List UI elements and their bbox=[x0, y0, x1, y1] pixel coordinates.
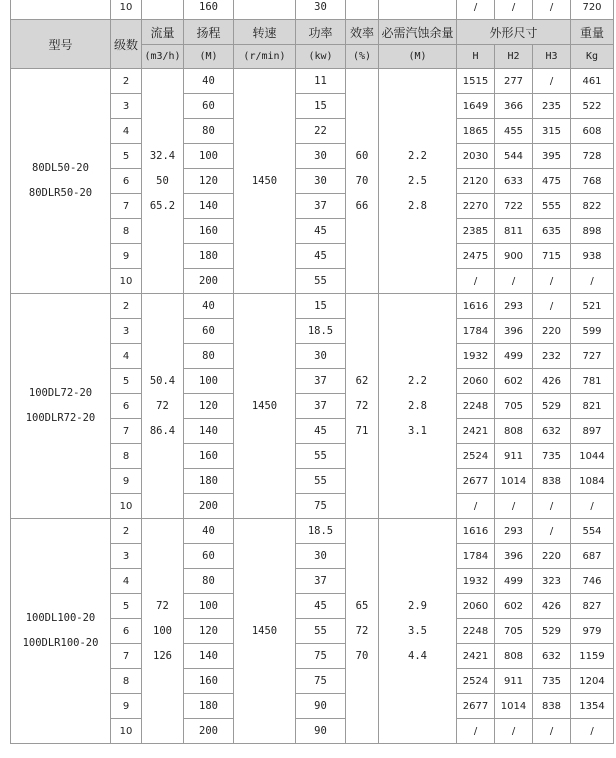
weight-cell: 727 bbox=[571, 344, 614, 369]
head-cell: 80 bbox=[184, 344, 234, 369]
dim-h2-cell: 602 bbox=[495, 369, 533, 394]
head-cell: 120 bbox=[184, 394, 234, 419]
stage-cell: 9 bbox=[111, 244, 142, 269]
dim-h3-cell: 715 bbox=[533, 244, 571, 269]
power-cell: 75 bbox=[296, 494, 346, 519]
head-cell: 40 bbox=[184, 294, 234, 319]
dim-h-cell: 1932 bbox=[457, 344, 495, 369]
flow-stack bbox=[142, 594, 183, 669]
stage-cell: 10 bbox=[111, 269, 142, 294]
dim-h2-cell: / bbox=[495, 494, 533, 519]
header-npsh: 必需汽蚀余量 bbox=[379, 20, 457, 45]
power-cell: 37 bbox=[296, 369, 346, 394]
dim-h3-cell: / bbox=[533, 269, 571, 294]
unit-npsh: (M) bbox=[379, 45, 457, 69]
efficiency-stack bbox=[346, 594, 378, 669]
power-cell: 11 bbox=[296, 69, 346, 94]
dim-h2-cell: 602 bbox=[495, 594, 533, 619]
efficiency-value: 62 bbox=[355, 374, 369, 387]
efficiency-value: 71 bbox=[355, 424, 369, 437]
power-cell: 37 bbox=[296, 394, 346, 419]
dim-h3-cell: 838 bbox=[533, 694, 571, 719]
model-name: 100DLR100-20 bbox=[22, 637, 99, 649]
header-flow: 流量 bbox=[142, 20, 184, 45]
dim-h3-cell: 632 bbox=[533, 419, 571, 444]
head-cell: 160 bbox=[184, 669, 234, 694]
npsh-stack bbox=[379, 369, 456, 444]
stage-cell: 6 bbox=[111, 169, 142, 194]
weight-cell: 1084 bbox=[571, 469, 614, 494]
dim-h-cell: 1515 bbox=[457, 69, 495, 94]
power-cell: 37 bbox=[296, 569, 346, 594]
stage-cell: 5 bbox=[111, 369, 142, 394]
flow-cell bbox=[142, 294, 184, 519]
weight-cell: 897 bbox=[571, 419, 614, 444]
head-cell: 160 bbox=[184, 219, 234, 244]
weight-cell: 728 bbox=[571, 144, 614, 169]
weight-cell: 599 bbox=[571, 319, 614, 344]
stage-cell: 5 bbox=[111, 594, 142, 619]
dim-h-cell: 2385 bbox=[457, 219, 495, 244]
dim-h-cell: 2677 bbox=[457, 469, 495, 494]
power-cell: 55 bbox=[296, 469, 346, 494]
weight-cell: / bbox=[571, 269, 614, 294]
dim-h2-cell: 705 bbox=[495, 619, 533, 644]
head-cell: 160 bbox=[184, 444, 234, 469]
dim-h-cell: 2248 bbox=[457, 394, 495, 419]
dim-h-cell: 2248 bbox=[457, 619, 495, 644]
dim-h2-cell: 705 bbox=[495, 394, 533, 419]
dim-h2-cell: 808 bbox=[495, 419, 533, 444]
model-cell bbox=[11, 69, 111, 294]
npsh-value: 2.8 bbox=[408, 199, 427, 212]
head-cell: 140 bbox=[184, 419, 234, 444]
head-cell: 100 bbox=[184, 144, 234, 169]
dim-h2-cell: 544 bbox=[495, 144, 533, 169]
dim-h-cell: 2421 bbox=[457, 644, 495, 669]
stage-cell: 2 bbox=[111, 69, 142, 94]
dim-h-cell: 1865 bbox=[457, 119, 495, 144]
dim-h-cell: 2524 bbox=[457, 444, 495, 469]
model-name: 80DLR50-20 bbox=[28, 187, 93, 199]
dim-h-cell: 2524 bbox=[457, 669, 495, 694]
weight-cell: 1159 bbox=[571, 644, 614, 669]
weight-cell: 720 bbox=[571, 0, 614, 20]
dim-h-cell: / bbox=[457, 0, 495, 20]
efficiency-value: 72 bbox=[355, 624, 369, 637]
dim-h2-cell: 455 bbox=[495, 119, 533, 144]
model-stack bbox=[11, 606, 110, 656]
model-name: 80DL50-20 bbox=[32, 162, 89, 174]
dim-h2-cell: 1014 bbox=[495, 469, 533, 494]
dim-h3-cell: 315 bbox=[533, 119, 571, 144]
weight-cell: 554 bbox=[571, 519, 614, 544]
dim-h2-cell: 396 bbox=[495, 544, 533, 569]
speed-value: 1450 bbox=[251, 174, 278, 187]
head-cell: 140 bbox=[184, 644, 234, 669]
dim-h-cell: 1616 bbox=[457, 294, 495, 319]
speed-cell bbox=[234, 69, 296, 294]
dim-h2-cell: 722 bbox=[495, 194, 533, 219]
dim-h3-cell: 735 bbox=[533, 444, 571, 469]
header-power: 功率 bbox=[296, 20, 346, 45]
power-cell: 75 bbox=[296, 644, 346, 669]
stage-cell: 2 bbox=[111, 519, 142, 544]
model-cell bbox=[11, 294, 111, 519]
stage-cell: 10 bbox=[111, 0, 142, 20]
stage-cell: 8 bbox=[111, 219, 142, 244]
power-cell: 45 bbox=[296, 419, 346, 444]
dim-h-cell: 2060 bbox=[457, 369, 495, 394]
efficiency-value: 60 bbox=[355, 149, 369, 162]
stage-cell: 3 bbox=[111, 94, 142, 119]
power-cell: 15 bbox=[296, 94, 346, 119]
dim-h2-cell: 633 bbox=[495, 169, 533, 194]
efficiency-cell bbox=[346, 519, 379, 744]
power-cell: 75 bbox=[296, 669, 346, 694]
dim-h-cell: 2421 bbox=[457, 419, 495, 444]
flow-value: 32.4 bbox=[149, 149, 176, 162]
power-cell: 55 bbox=[296, 269, 346, 294]
header-weight: 重量 bbox=[571, 20, 614, 45]
weight-cell: 827 bbox=[571, 594, 614, 619]
blank-cell bbox=[346, 0, 379, 20]
dim-h2-cell: 293 bbox=[495, 519, 533, 544]
head-cell: 80 bbox=[184, 569, 234, 594]
dim-h3-cell: 426 bbox=[533, 594, 571, 619]
model-stack bbox=[11, 381, 110, 431]
weight-cell: 1044 bbox=[571, 444, 614, 469]
head-cell: 180 bbox=[184, 694, 234, 719]
efficiency-cell bbox=[346, 294, 379, 519]
weight-cell: 938 bbox=[571, 244, 614, 269]
dim-h3-cell: 235 bbox=[533, 94, 571, 119]
weight-cell: 768 bbox=[571, 169, 614, 194]
weight-cell: / bbox=[571, 494, 614, 519]
stage-cell: 7 bbox=[111, 194, 142, 219]
flow-value: 50 bbox=[156, 174, 169, 187]
head-cell: 60 bbox=[184, 94, 234, 119]
weight-cell: 898 bbox=[571, 219, 614, 244]
flow-cell bbox=[142, 519, 184, 744]
power-cell: 15 bbox=[296, 294, 346, 319]
spec-table-container bbox=[10, 0, 614, 744]
dim-h2-cell: 808 bbox=[495, 644, 533, 669]
table-row bbox=[11, 294, 614, 319]
dim-h3-cell: 323 bbox=[533, 569, 571, 594]
dim-h-cell: 1932 bbox=[457, 569, 495, 594]
dim-h2-cell: / bbox=[495, 0, 533, 20]
speed-cell bbox=[234, 294, 296, 519]
stage-cell: 9 bbox=[111, 469, 142, 494]
dim-h2-cell: 499 bbox=[495, 344, 533, 369]
weight-cell: 608 bbox=[571, 119, 614, 144]
dim-h-cell: / bbox=[457, 494, 495, 519]
unit-weight: Kg bbox=[571, 45, 614, 69]
head-cell: 200 bbox=[184, 269, 234, 294]
dim-h2-cell: 499 bbox=[495, 569, 533, 594]
head-cell: 80 bbox=[184, 119, 234, 144]
blank-cell bbox=[234, 0, 296, 20]
stage-cell: 4 bbox=[111, 119, 142, 144]
dim-h3-cell: / bbox=[533, 519, 571, 544]
model-cell bbox=[11, 519, 111, 744]
weight-cell: 521 bbox=[571, 294, 614, 319]
header-efficiency: 效率 bbox=[346, 20, 379, 45]
power-cell: 90 bbox=[296, 694, 346, 719]
flow-value: 72 bbox=[156, 599, 169, 612]
model-stack bbox=[11, 156, 110, 206]
dim-h-cell: 1784 bbox=[457, 544, 495, 569]
speed-value: 1450 bbox=[251, 624, 278, 637]
dim-h-cell: 1616 bbox=[457, 519, 495, 544]
dim-h2-cell: 396 bbox=[495, 319, 533, 344]
unit-head: (M) bbox=[184, 45, 234, 69]
dim-h-cell: 2270 bbox=[457, 194, 495, 219]
weight-cell: 746 bbox=[571, 569, 614, 594]
flow-value: 86.4 bbox=[149, 424, 176, 437]
weight-cell: 821 bbox=[571, 394, 614, 419]
blank-cell bbox=[11, 0, 111, 20]
dim-h2-cell: 366 bbox=[495, 94, 533, 119]
stage-cell: 10 bbox=[111, 719, 142, 744]
blank-cell bbox=[379, 0, 457, 20]
efficiency-stack bbox=[346, 369, 378, 444]
stage-cell: 4 bbox=[111, 344, 142, 369]
npsh-value: 3.5 bbox=[408, 624, 427, 637]
speed-cell bbox=[234, 519, 296, 744]
head-cell: 160 bbox=[184, 0, 234, 20]
header-head: 扬程 bbox=[184, 20, 234, 45]
efficiency-value: 72 bbox=[355, 399, 369, 412]
dim-h3-cell: 232 bbox=[533, 344, 571, 369]
stage-cell: 5 bbox=[111, 144, 142, 169]
dim-h-cell: 2475 bbox=[457, 244, 495, 269]
blank-cell bbox=[142, 0, 184, 20]
flow-value: 65.2 bbox=[149, 199, 176, 212]
head-cell: 120 bbox=[184, 169, 234, 194]
efficiency-value: 65 bbox=[355, 599, 369, 612]
dim-h-cell: / bbox=[457, 269, 495, 294]
head-cell: 140 bbox=[184, 194, 234, 219]
header-dimensions: 外形尺寸 bbox=[457, 20, 571, 45]
stage-cell: 6 bbox=[111, 394, 142, 419]
header-model: 型号 bbox=[11, 20, 111, 69]
dim-h3-cell: 475 bbox=[533, 169, 571, 194]
dim-h-cell: / bbox=[457, 719, 495, 744]
weight-cell: 522 bbox=[571, 94, 614, 119]
head-cell: 200 bbox=[184, 719, 234, 744]
weight-cell: 822 bbox=[571, 194, 614, 219]
flow-value: 72 bbox=[156, 399, 169, 412]
dim-h2-cell: / bbox=[495, 269, 533, 294]
weight-cell: / bbox=[571, 719, 614, 744]
stage-cell: 9 bbox=[111, 694, 142, 719]
power-cell: 18.5 bbox=[296, 319, 346, 344]
dim-h2-cell: 911 bbox=[495, 669, 533, 694]
head-cell: 200 bbox=[184, 494, 234, 519]
dim-h3-cell: 529 bbox=[533, 619, 571, 644]
model-name: 100DL100-20 bbox=[25, 612, 96, 624]
flow-stack bbox=[142, 369, 183, 444]
stage-cell: 3 bbox=[111, 319, 142, 344]
dim-h3-cell: 632 bbox=[533, 644, 571, 669]
dim-h3-cell: / bbox=[533, 0, 571, 20]
power-cell: 55 bbox=[296, 619, 346, 644]
npsh-stack bbox=[379, 144, 456, 219]
npsh-cell bbox=[379, 294, 457, 519]
stage-cell: 2 bbox=[111, 294, 142, 319]
dim-h2-cell: 1014 bbox=[495, 694, 533, 719]
dim-h2-header: H2 bbox=[495, 45, 533, 69]
flow-cell bbox=[142, 69, 184, 294]
head-cell: 120 bbox=[184, 619, 234, 644]
dim-h2-cell: 900 bbox=[495, 244, 533, 269]
flow-value: 126 bbox=[153, 649, 172, 662]
power-cell: 55 bbox=[296, 444, 346, 469]
dim-h-cell: 2120 bbox=[457, 169, 495, 194]
power-cell: 45 bbox=[296, 244, 346, 269]
efficiency-stack bbox=[346, 144, 378, 219]
dim-h-cell: 2030 bbox=[457, 144, 495, 169]
head-cell: 100 bbox=[184, 594, 234, 619]
weight-cell: 1354 bbox=[571, 694, 614, 719]
weight-cell: 687 bbox=[571, 544, 614, 569]
weight-cell: 979 bbox=[571, 619, 614, 644]
table-row bbox=[11, 69, 614, 94]
npsh-cell bbox=[379, 519, 457, 744]
efficiency-value: 70 bbox=[355, 174, 369, 187]
power-cell: 45 bbox=[296, 219, 346, 244]
head-cell: 180 bbox=[184, 244, 234, 269]
power-cell: 30 bbox=[296, 144, 346, 169]
power-cell: 90 bbox=[296, 719, 346, 744]
power-cell: 30 bbox=[296, 0, 346, 20]
power-cell: 30 bbox=[296, 344, 346, 369]
speed-value: 1450 bbox=[251, 399, 278, 412]
dim-h2-cell: 911 bbox=[495, 444, 533, 469]
npsh-value: 2.8 bbox=[408, 399, 427, 412]
efficiency-value: 66 bbox=[355, 199, 369, 212]
dim-h3-cell: 426 bbox=[533, 369, 571, 394]
dim-h-cell: 2060 bbox=[457, 594, 495, 619]
efficiency-value: 70 bbox=[355, 649, 369, 662]
npsh-value: 2.2 bbox=[408, 374, 427, 387]
dim-h-header: H bbox=[457, 45, 495, 69]
dim-h3-cell: / bbox=[533, 719, 571, 744]
dim-h3-cell: 529 bbox=[533, 394, 571, 419]
dim-h3-header: H3 bbox=[533, 45, 571, 69]
header-row bbox=[11, 20, 614, 45]
table-row-top bbox=[11, 0, 614, 20]
table-body bbox=[11, 0, 614, 744]
efficiency-cell bbox=[346, 69, 379, 294]
unit-power: (kw) bbox=[296, 45, 346, 69]
power-cell: 30 bbox=[296, 544, 346, 569]
dim-h2-cell: 811 bbox=[495, 219, 533, 244]
power-cell: 45 bbox=[296, 594, 346, 619]
stage-cell: 8 bbox=[111, 669, 142, 694]
weight-cell: 1204 bbox=[571, 669, 614, 694]
unit-efficiency: (%) bbox=[346, 45, 379, 69]
dim-h3-cell: 555 bbox=[533, 194, 571, 219]
dim-h2-cell: 277 bbox=[495, 69, 533, 94]
stage-cell: 4 bbox=[111, 569, 142, 594]
dim-h3-cell: / bbox=[533, 294, 571, 319]
stage-cell: 7 bbox=[111, 419, 142, 444]
dim-h2-cell: / bbox=[495, 719, 533, 744]
dim-h3-cell: 395 bbox=[533, 144, 571, 169]
npsh-cell bbox=[379, 69, 457, 294]
dim-h-cell: 1784 bbox=[457, 319, 495, 344]
npsh-value: 2.5 bbox=[408, 174, 427, 187]
model-name: 100DLR72-20 bbox=[25, 412, 96, 424]
stage-cell: 6 bbox=[111, 619, 142, 644]
flow-value: 100 bbox=[153, 624, 172, 637]
stage-cell: 8 bbox=[111, 444, 142, 469]
npsh-value: 2.9 bbox=[408, 599, 427, 612]
dim-h3-cell: / bbox=[533, 69, 571, 94]
dim-h-cell: 2677 bbox=[457, 694, 495, 719]
npsh-stack bbox=[379, 594, 456, 669]
dim-h2-cell: 293 bbox=[495, 294, 533, 319]
dim-h3-cell: 220 bbox=[533, 544, 571, 569]
head-cell: 60 bbox=[184, 319, 234, 344]
model-name: 100DL72-20 bbox=[28, 387, 93, 399]
dim-h3-cell: 735 bbox=[533, 669, 571, 694]
weight-cell: 461 bbox=[571, 69, 614, 94]
header-stages: 级数 bbox=[111, 20, 142, 69]
npsh-value: 3.1 bbox=[408, 424, 427, 437]
power-cell: 22 bbox=[296, 119, 346, 144]
head-cell: 100 bbox=[184, 369, 234, 394]
dim-h3-cell: 838 bbox=[533, 469, 571, 494]
head-cell: 60 bbox=[184, 544, 234, 569]
power-cell: 18.5 bbox=[296, 519, 346, 544]
unit-speed: (r/min) bbox=[234, 45, 296, 69]
header-speed: 转速 bbox=[234, 20, 296, 45]
head-cell: 40 bbox=[184, 519, 234, 544]
flow-value: 50.4 bbox=[149, 374, 176, 387]
power-cell: 37 bbox=[296, 194, 346, 219]
table-row bbox=[11, 519, 614, 544]
dim-h3-cell: 635 bbox=[533, 219, 571, 244]
npsh-value: 2.2 bbox=[408, 149, 427, 162]
dim-h3-cell: / bbox=[533, 494, 571, 519]
npsh-value: 4.4 bbox=[408, 649, 427, 662]
pump-spec-table bbox=[10, 0, 614, 744]
weight-cell: 781 bbox=[571, 369, 614, 394]
stage-cell: 7 bbox=[111, 644, 142, 669]
stage-cell: 3 bbox=[111, 544, 142, 569]
flow-stack bbox=[142, 144, 183, 219]
head-cell: 40 bbox=[184, 69, 234, 94]
head-cell: 180 bbox=[184, 469, 234, 494]
dim-h3-cell: 220 bbox=[533, 319, 571, 344]
stage-cell: 10 bbox=[111, 494, 142, 519]
unit-flow: (m3/h) bbox=[142, 45, 184, 69]
dim-h-cell: 1649 bbox=[457, 94, 495, 119]
power-cell: 30 bbox=[296, 169, 346, 194]
